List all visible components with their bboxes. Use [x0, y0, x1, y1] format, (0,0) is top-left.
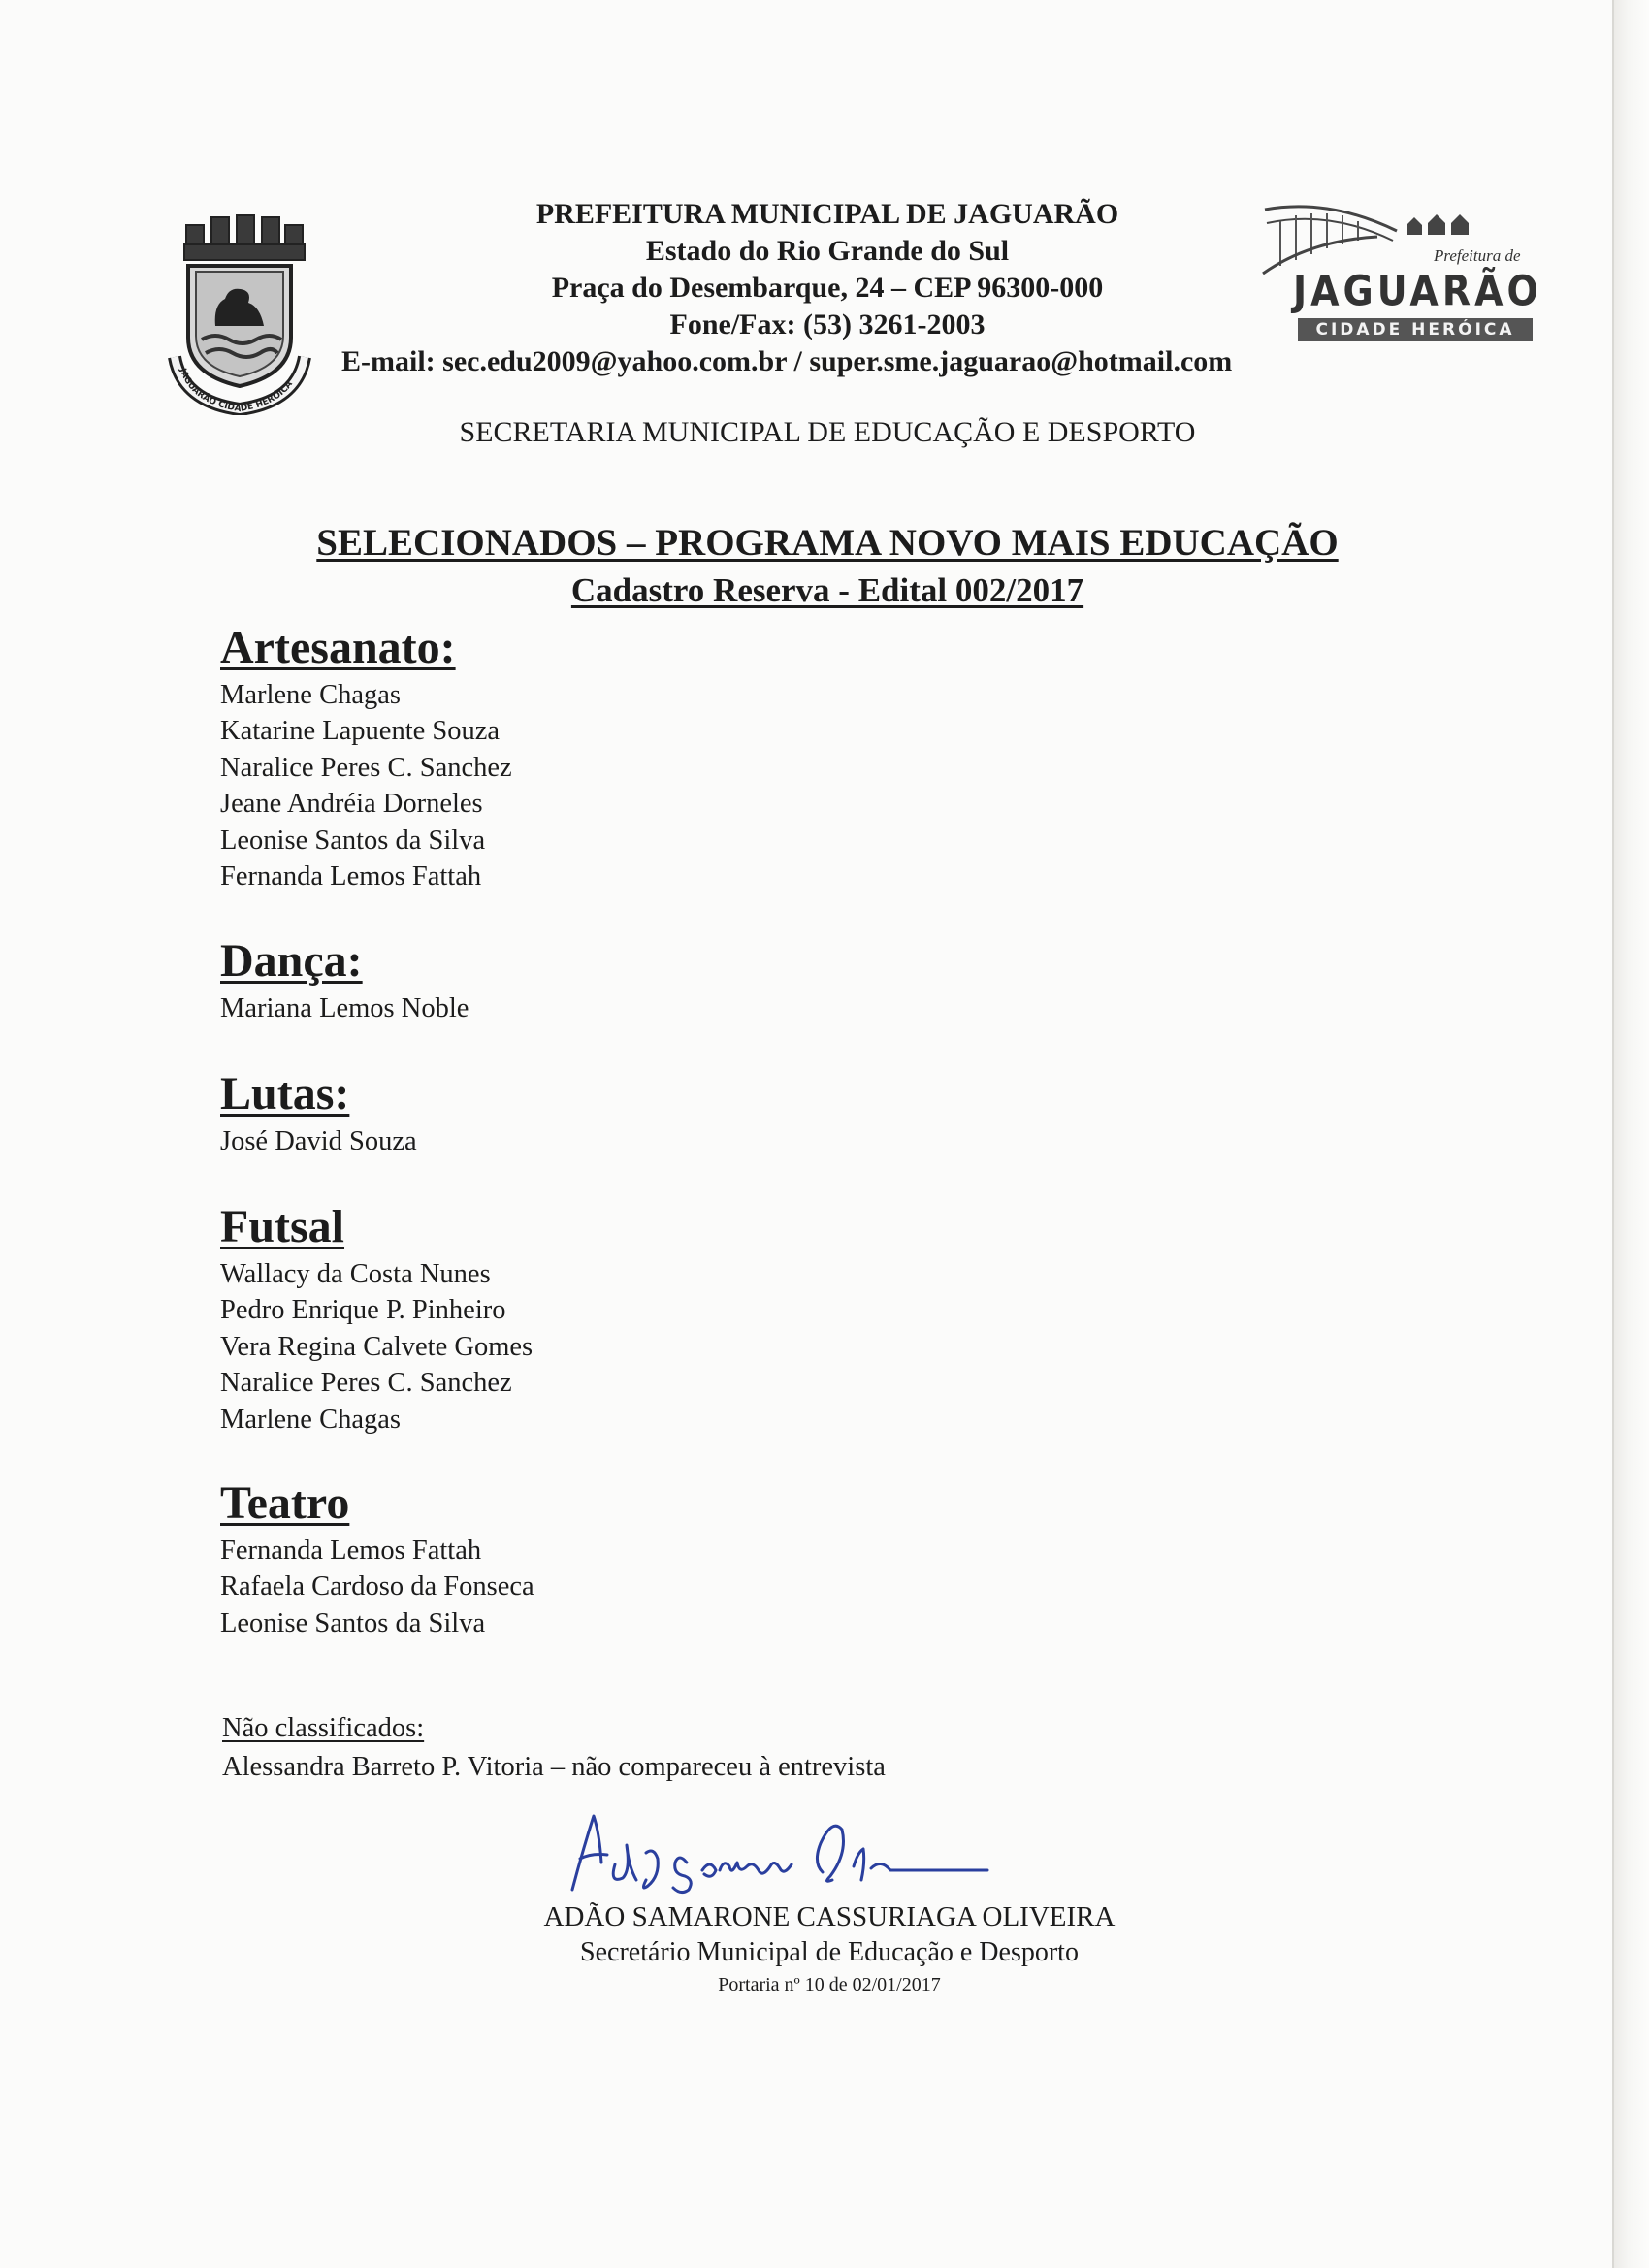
section-heading: Teatro: [220, 1477, 350, 1529]
logo-motto-band: CIDADE HERÓICA: [1298, 318, 1533, 341]
list-item: Naralice Peres C. Sanchez: [220, 1368, 512, 1399]
section-artesanato: [220, 621, 512, 894]
list-item: Vera Regina Calvete Gomes: [220, 1331, 534, 1362]
logo-prefix-text: Prefeitura de: [1434, 246, 1521, 265]
signatory-ordinance: Portaria nº 10 de 02/01/2017: [718, 1974, 941, 1995]
list-item: Marlene Chagas: [220, 680, 401, 710]
list-item: Jeane Andréia Dorneles: [220, 789, 483, 820]
list-item: Fernanda Lemos Fattah: [220, 861, 482, 892]
page-edge: [1612, 0, 1649, 2268]
email-line: E-mail: sec.edu2009@yahoo.com.br / super.sme.jaguarao@hotmail.com: [341, 345, 1233, 377]
secretariat-line: SECRETARIA MUNICIPAL DE EDUCAÇÃO E DESPORTO: [459, 416, 1196, 448]
list-item: Leonise Santos da Silva: [220, 825, 486, 856]
crest-motto-text: JAGUARÃO CIDADE HERÓICA: [177, 367, 295, 415]
signatory-name: ADÃO SAMARONE CASSURIAGA OLIVEIRA: [543, 1901, 1116, 1932]
section-heading: Futsal: [220, 1201, 345, 1252]
section-futsal: [220, 1200, 533, 1438]
list-item: Katarine Lapuente Souza: [220, 716, 501, 747]
list-item: Marlene Chagas: [220, 1404, 401, 1435]
document-subtitle: Cadastro Reserva - Edital 002/2017: [570, 571, 1084, 609]
list-item: José David Souza: [220, 1126, 417, 1156]
state-line: Estado do Rio Grande do Sul: [645, 235, 1010, 267]
document-title: SELECIONADOS – PROGRAMA NOVO MAIS EDUCAÇÃO: [316, 522, 1339, 564]
not-classified-item: Alessandra Barreto P. Vitoria – não compareceu à entrevista: [222, 1752, 886, 1782]
logo-city-name: JAGUARÃO: [1293, 267, 1542, 315]
list-item: Pedro Enrique P. Pinheiro: [220, 1295, 506, 1326]
section-lutas: [220, 1067, 417, 1159]
signatory-role: Secretário Municipal de Educação e Desporto: [580, 1937, 1079, 1967]
section-heading: Artesanato:: [220, 622, 456, 673]
section-danca: [220, 934, 469, 1026]
list-item: Naralice Peres C. Sanchez: [220, 752, 512, 783]
address-line: Praça do Desembarque, 24 – CEP 96300-000: [551, 272, 1104, 304]
list-item: Rafaela Cardoso da Fonseca: [220, 1571, 534, 1603]
section-teatro: [220, 1476, 534, 1641]
section-heading: Lutas:: [220, 1068, 350, 1119]
not-classified-label: Não classificados:: [222, 1713, 425, 1743]
list-item: Wallacy da Costa Nunes: [220, 1259, 491, 1289]
list-item: Leonise Santos da Silva: [220, 1607, 486, 1638]
section-heading: Dança:: [220, 935, 363, 987]
list-item: Fernanda Lemos Fattah: [220, 1536, 482, 1566]
phone-line: Fone/Fax: (53) 3261-2003: [669, 308, 986, 340]
handwritten-signature: [532, 1795, 1017, 1901]
org-name: PREFEITURA MUNICIPAL DE JAGUARÃO: [535, 198, 1119, 230]
list-item: Mariana Lemos Noble: [220, 993, 469, 1023]
